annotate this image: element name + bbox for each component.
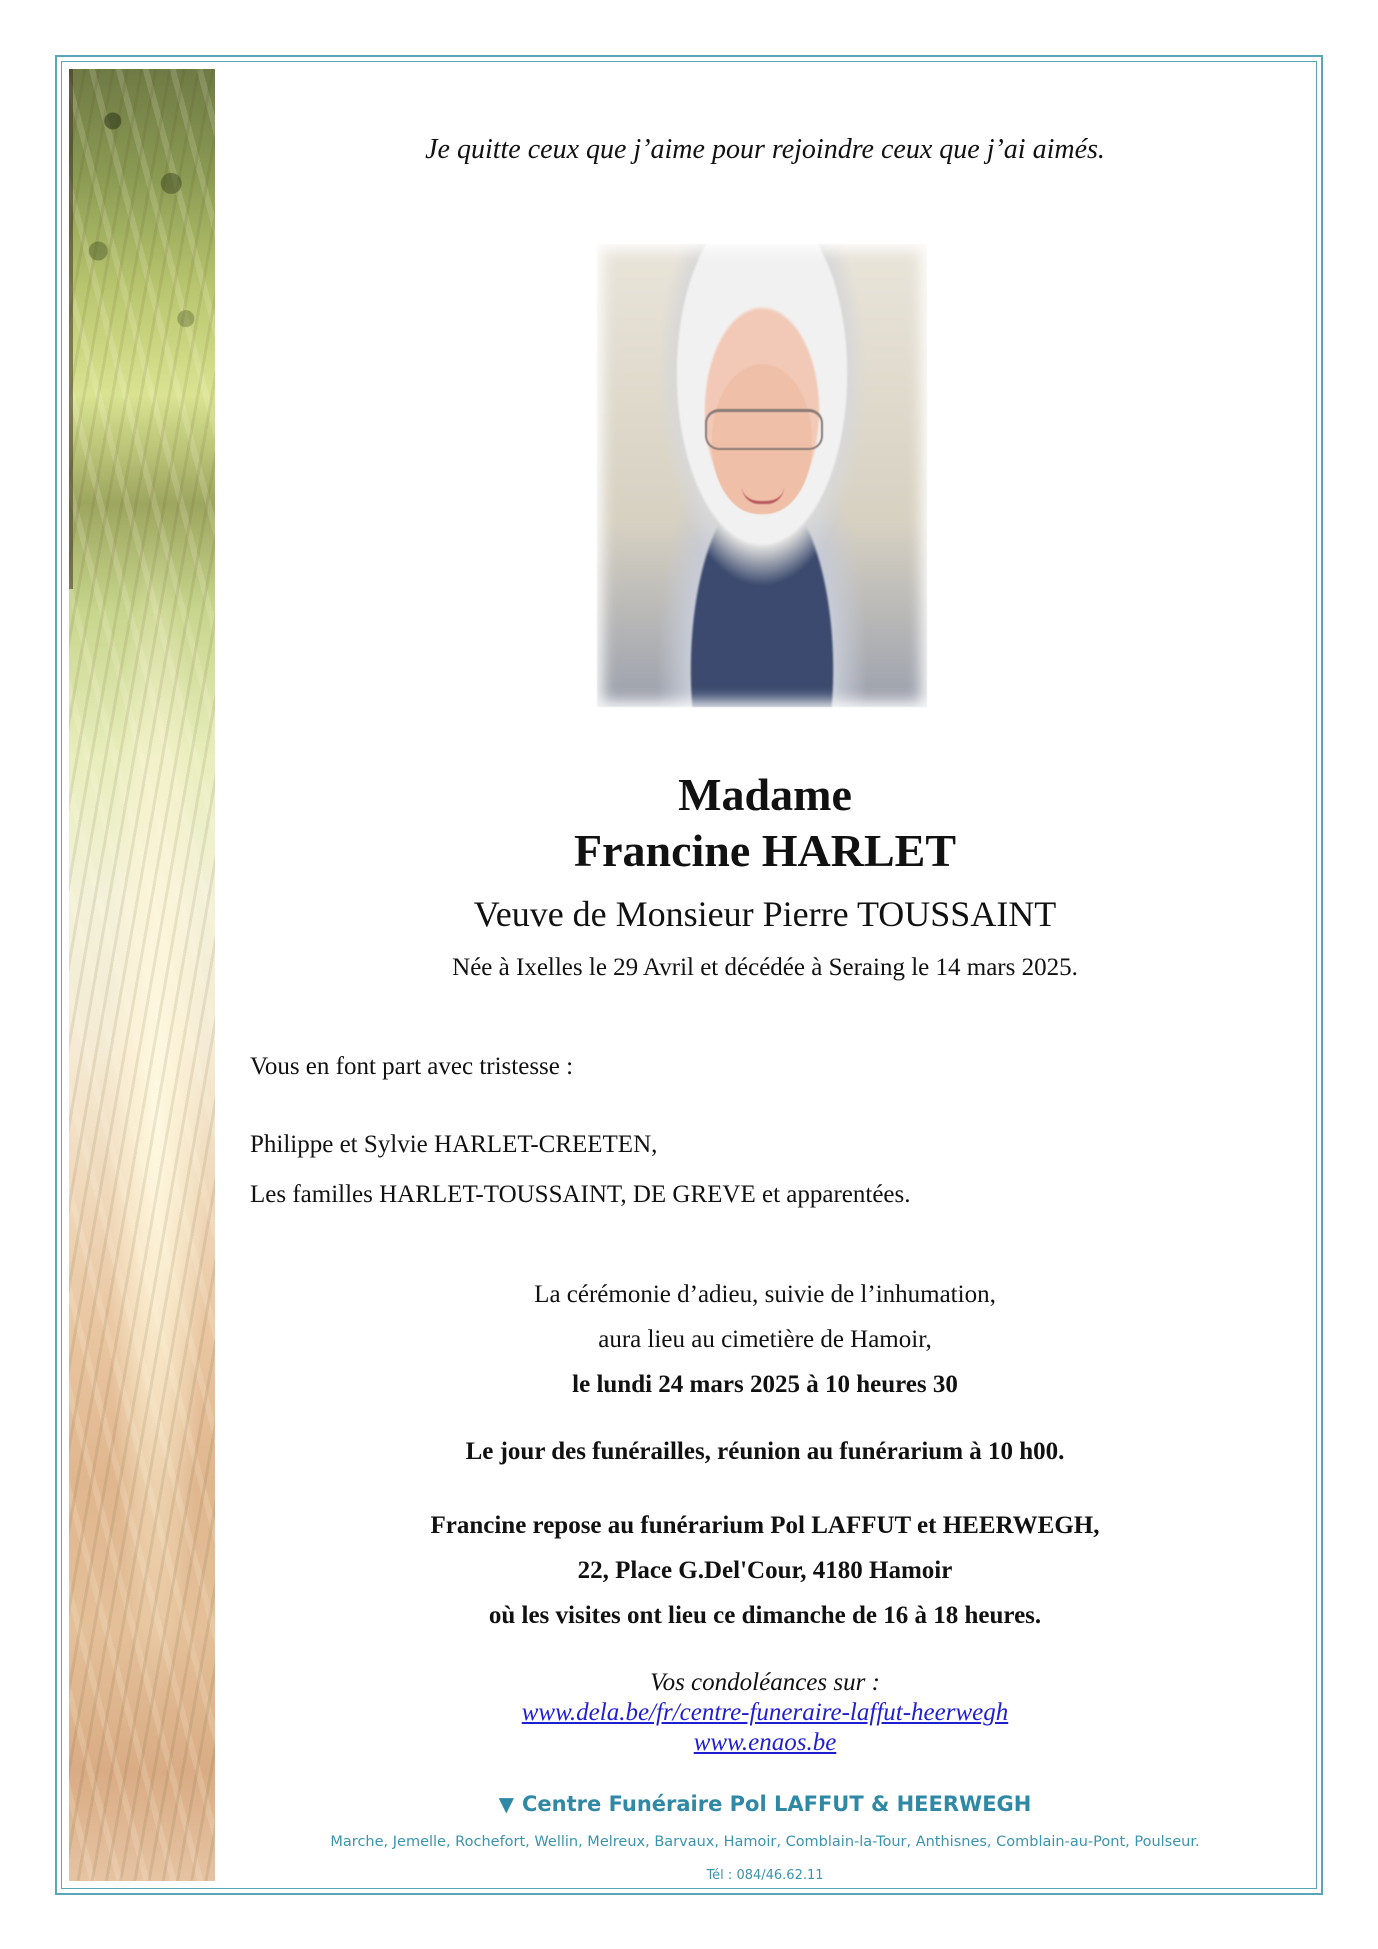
repose-address: 22, Place G.Del'Cour, 4180 Hamoir (577, 1557, 953, 1584)
ceremony-block (215, 1272, 1315, 1407)
triangle-down-icon: ▼ (498, 1792, 515, 1816)
dela-link[interactable]: www.dela.be/fr/centre-funeraire-laffut-heerwegh (521, 1699, 1009, 1726)
family-line-1: Philippe et Sylvie HARLET-CREETEN, (250, 1131, 658, 1158)
forest-path-image (69, 69, 215, 1881)
announcement-line: Vous en font part avec tristesse : (250, 1053, 574, 1080)
condolences-block (215, 1668, 1315, 1758)
widow-line: Veuve de Monsieur Pierre TOUSSAINT (473, 894, 1057, 934)
condolences-label: Vos condoléances sur : (650, 1669, 880, 1696)
ceremony-line-1: La cérémonie d’adieu, suivie de l’inhumation, (534, 1281, 996, 1308)
repose-visits: où les visites ont lieu ce dimanche de 16 à 18 heures. (488, 1602, 1042, 1629)
ceremony-datetime: le lundi 24 mars 2025 à 10 heures 30 (572, 1371, 958, 1398)
towns-line: Marche, Jemelle, Rochefort, Wellin, Melreux, Barvaux, Hamoir, Comblain-la-Tour, Anthisnes, Comblain-au-Pont, Poulseur. (330, 1834, 1200, 1850)
birth-death-line: Née à Ixelles le 29 Avril et décédée à Seraing le 14 mars 2025. (452, 954, 1078, 981)
meeting-line: Le jour des funérailles, réunion au funérarium à 10 h00. (465, 1438, 1065, 1465)
portrait-photo (597, 244, 927, 707)
company-line (215, 1792, 1315, 1816)
portrait-glasses (705, 409, 823, 450)
enaos-link[interactable]: www.enaos.be (693, 1729, 837, 1756)
telephone-line: Tél : 084/46.62.11 (706, 1868, 824, 1883)
deceased-name: Francine HARLET (573, 825, 957, 876)
deceased-heading (215, 767, 1315, 879)
deceased-title: Madame (678, 769, 852, 820)
ceremony-line-2: aura lieu au cimetière de Hamoir, (598, 1326, 932, 1353)
memorial-quote: Je quitte ceux que j’aime pour rejoindre ceux que j’ai aimés. (425, 134, 1105, 165)
repose-line-1: Francine repose au funérarium Pol LAFFUT et HEERWEGH, (430, 1512, 1100, 1539)
company-name: Centre Funéraire Pol LAFFUT & HEERWEGH (522, 1792, 1032, 1816)
family-line-2: Les familles HARLET-TOUSSAINT, DE GREVE et apparentées. (250, 1181, 911, 1208)
repose-block (215, 1503, 1315, 1638)
